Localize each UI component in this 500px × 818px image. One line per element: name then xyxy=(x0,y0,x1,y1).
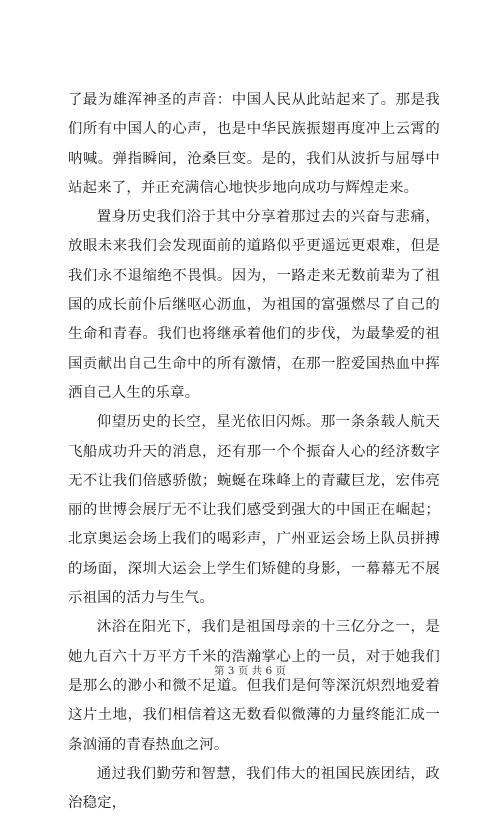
body-text xyxy=(68,86,440,818)
paragraph: 仰望历史的长空，星光依旧闪烁。那一条条载人航天飞船成功升天的消息，还有那一个个振奋人心的经济数字无不让我们倍感骄傲；蜿蜒在珠峰上的青藏巨龙，宏伟亮丽的世博会展厅无不让我们感受到强大的中国正在崛起；北京奥运会场上我们的喝彩声，广州亚运会场上队员拼搏的场面，深圳大运会上学生们矫健的身影，一幕幕无不展示祖国的活力与生气。 xyxy=(68,414,440,607)
paragraph: 通过我们勤劳和智慧，我们伟大的祖国民族团结，政治稳定， xyxy=(68,765,440,812)
page-number-footer: 第 3 页 共 6 页 xyxy=(213,665,287,677)
paragraph: 沐浴在阳光下，我们是祖国母亲的十三亿分之一，是她九百六十万平方千米的浩瀚掌心上的一员，对于她我们是那么的渺小和微不足道。但我们是何等深沉炽烈地爱着这片土地，我们相信着这无数看似微薄的力量终能汇成一条汹涌的青春热血之河。 xyxy=(68,619,440,753)
paragraph: 了最为雄浑神圣的声音：中国人民从此站起来了。那是我们所有中国人的心声，也是中华民族振翅再度冲上云霄的呐喊。弹指瞬间，沧桑巨变。是的，我们从波折与屈辱中站起来了，并正充满信心地快步地向成功与辉煌走来。 xyxy=(68,92,440,196)
paragraph: 置身历史我们浴于其中分享着那过去的兴奋与悲痛，放眼未来我们会发现面前的道路似乎更遥远更艰难，但是我们永不退缩绝不畏惧。因为，一路走来无数前辈为了祖国的成长前仆后继呕心沥血，为祖国的富强燃尽了自己的生命和青春。我们也将继承着他们的步伐，为最挚爱的祖国贡献出自己生命中的所有激情，在那一腔爱国热血中挥洒自己人生的乐章。 xyxy=(68,209,440,401)
